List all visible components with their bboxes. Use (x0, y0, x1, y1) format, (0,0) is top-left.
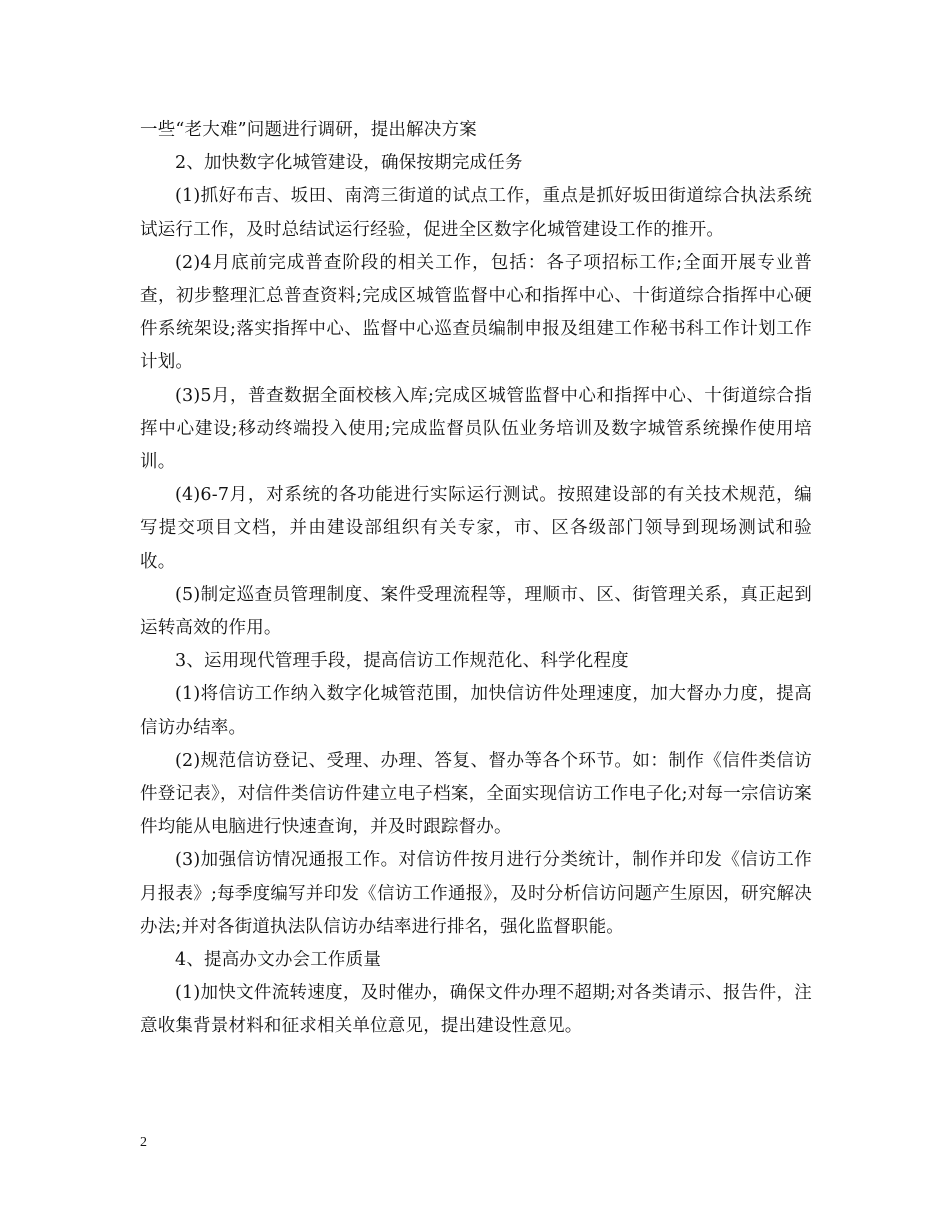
paragraph: (1)抓好布吉、坂田、南湾三街道的试点工作，重点是抓好坂田街道综合执法系统试运行工作，及时总结试运行经验，促进全区数字化城管建设工作的推开。 (140, 186, 812, 240)
section-heading: 3、运用现代管理手段，提高信访工作规范化、科学化程度 (175, 651, 629, 672)
paragraph: (1)将信访工作纳入数字化城管范围，加快信访件处理速度，加大督办力度，提高信访办结率。 (140, 684, 812, 738)
section-heading: 4、提高办文办会工作质量 (175, 950, 382, 971)
paragraph: (1)加快文件流转速度，及时催办，确保文件办理不超期;对各类请示、报告件，注意收集背景材料和征求相关单位意见，提出建设性意见。 (140, 983, 812, 1037)
paragraph: 一些“老大难”问题进行调研，提出解决方案 (140, 120, 477, 140)
paragraph: (4)6-7月，对系统的各功能进行实际运行测试。按照建设部的有关技术规范，编写提交项目文档，并由建设部组织有关专家，市、区各级部门领导到现场测试和验收。 (140, 485, 812, 572)
document-body (140, 114, 812, 1044)
paragraph: (2)规范信访登记、受理、办理、答复、督办等各个环节。如：制作《信件类信访件登记表》，对信件类信访件建立电子档案，全面实现信访工作电子化;对每一宗信访案件均能从电脑进行快速查询，并及时跟踪督办。 (140, 750, 812, 838)
paragraph: (2)4月底前完成普查阶段的相关工作，包括：各子项招标工作;全面开展专业普查，初步整理汇总普查资料;完成区城管监督中心和指挥中心、十街道综合指挥中心硬件系统架设;落实指挥中心、监督中心巡查员编制申报及组建工作秘书科工作计划工作计划。 (140, 252, 812, 373)
paragraph: (3)5月，普查数据全面校核入库;完成区城管监督中心和指挥中心、十街道综合指挥中心建设;移动终端投入使用;完成监督员队伍业务培训及数字城管系统操作使用培训。 (140, 385, 812, 473)
paragraph: (5)制定巡查员管理制度、案件受理流程等，理顺市、区、街管理关系，真正起到运转高效的作用。 (140, 584, 812, 639)
section-heading: 2、加快数字化城管建设，确保按期完成任务 (175, 153, 523, 174)
page-number: 2 (140, 1135, 147, 1150)
paragraph: (3)加强信访情况通报工作。对信访件按月进行分类统计，制作并印发《信访工作月报表》;每季度编写并印发《信访工作通报》，及时分析信访问题产生原因，研究解决办法;并对各街道执法队信访办结率进行排名，强化监督职能。 (140, 850, 812, 937)
